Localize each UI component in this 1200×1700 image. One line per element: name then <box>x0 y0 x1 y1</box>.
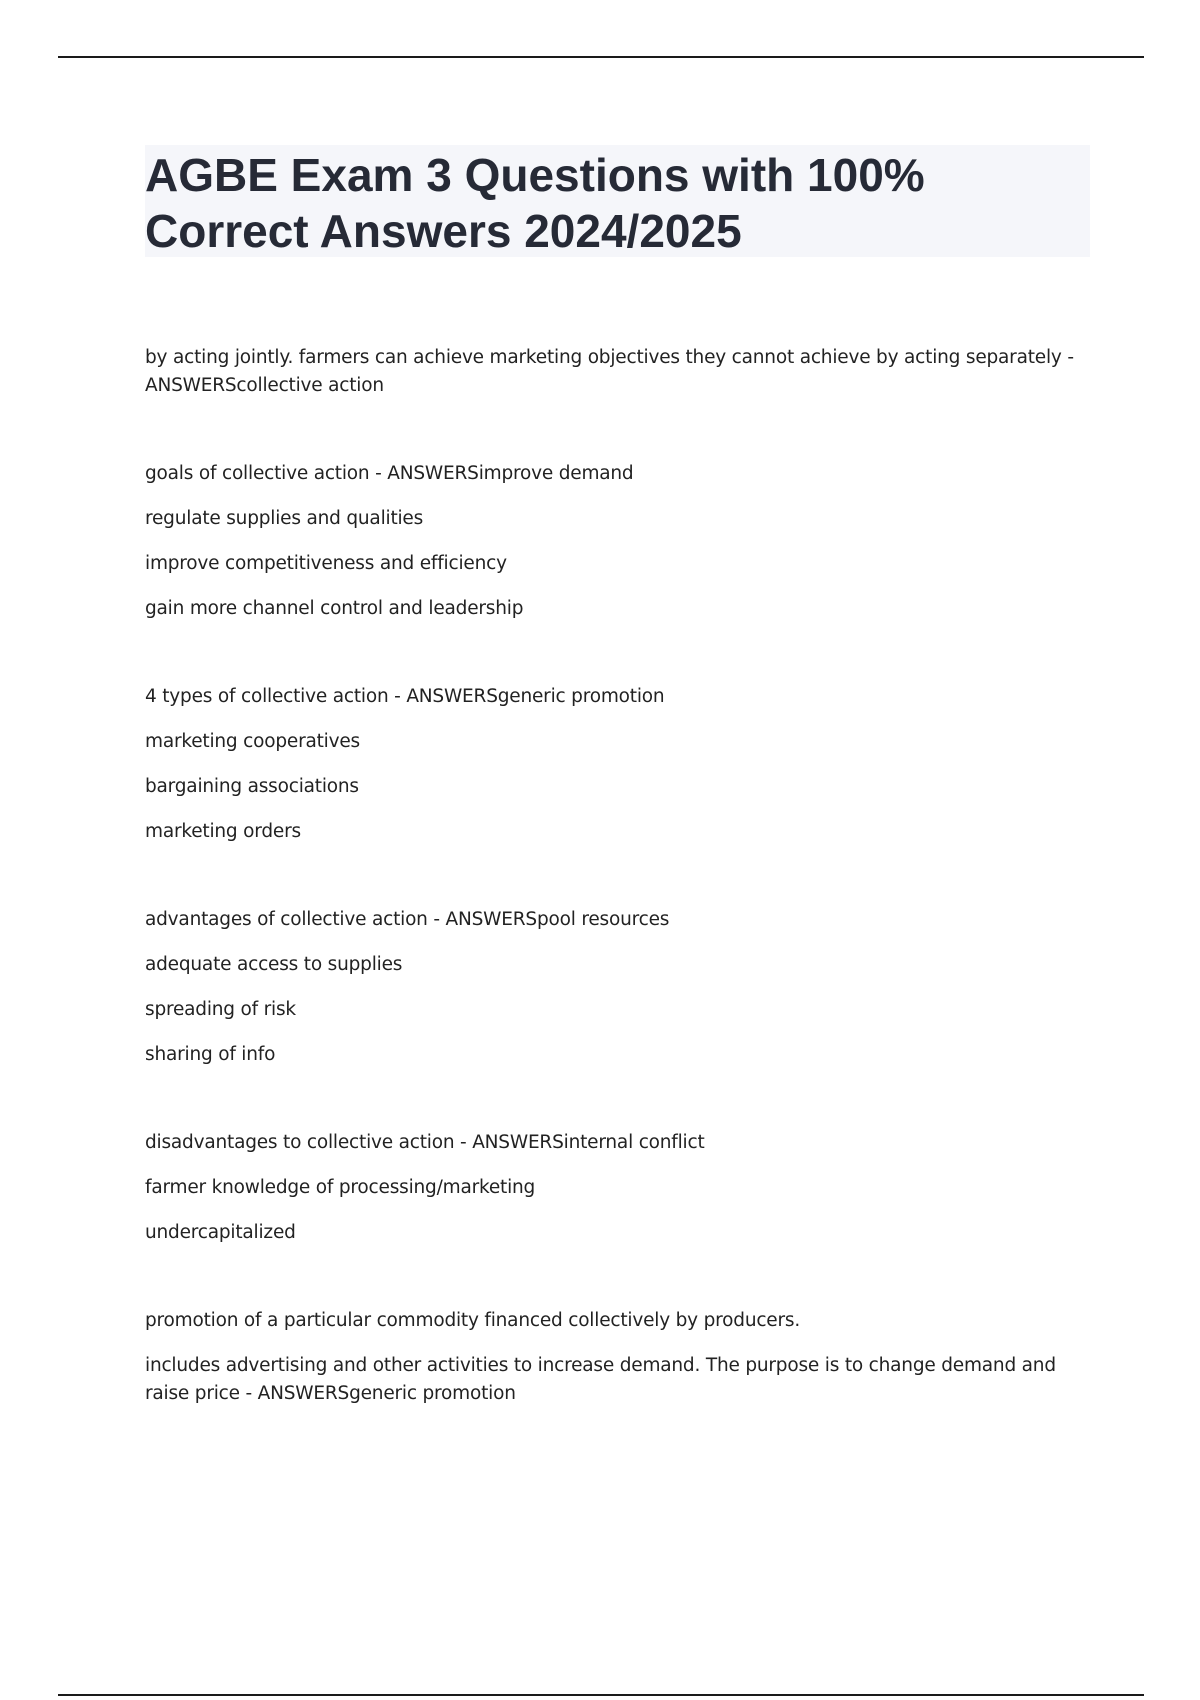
qa-line: promotion of a particular commodity financed collectively by producers. <box>145 1310 801 1331</box>
qa-line: adequate access to supplies <box>145 954 403 975</box>
qa-line: improve competitiveness and efficiency <box>145 553 507 574</box>
qa-entry <box>145 1307 1090 1408</box>
qa-line: bargaining associations <box>145 776 359 797</box>
qa-line: gain more channel control and leadership <box>145 598 524 619</box>
qa-line: advantages of collective action - ANSWERSpool resources <box>145 909 670 930</box>
qa-entry <box>145 344 1090 400</box>
qa-line: spreading of risk <box>145 999 296 1020</box>
qa-line: regulate supplies and qualities <box>145 508 424 529</box>
qa-line: goals of collective action - ANSWERSimprove demand <box>145 463 634 484</box>
qa-line: includes advertising and other activities to increase demand. The purpose is to change demand and raise price - ANSWERSgeneric promotion <box>145 1355 1056 1404</box>
qa-entry <box>145 460 1090 623</box>
qa-content <box>145 344 1090 1468</box>
qa-entry <box>145 906 1090 1069</box>
qa-entry <box>145 1129 1090 1247</box>
qa-entry <box>145 683 1090 846</box>
document-title: AGBE Exam 3 Questions with 100% Correct Answers 2024/2025 <box>145 149 925 257</box>
bottom-rule <box>58 1694 1144 1696</box>
qa-line: by acting jointly. farmers can achieve marketing objectives they cannot achieve by acting separately - ANSWERScollective action <box>145 347 1074 396</box>
qa-line: marketing orders <box>145 821 301 842</box>
qa-line: undercapitalized <box>145 1222 296 1243</box>
qa-line: marketing cooperatives <box>145 731 360 752</box>
qa-line: farmer knowledge of processing/marketing <box>145 1177 536 1198</box>
qa-line: disadvantages to collective action - ANSWERSinternal conflict <box>145 1132 705 1153</box>
qa-line: sharing of info <box>145 1044 276 1065</box>
qa-line: 4 types of collective action - ANSWERSgeneric promotion <box>145 686 665 707</box>
title-box <box>145 145 1090 257</box>
top-rule <box>58 56 1144 58</box>
